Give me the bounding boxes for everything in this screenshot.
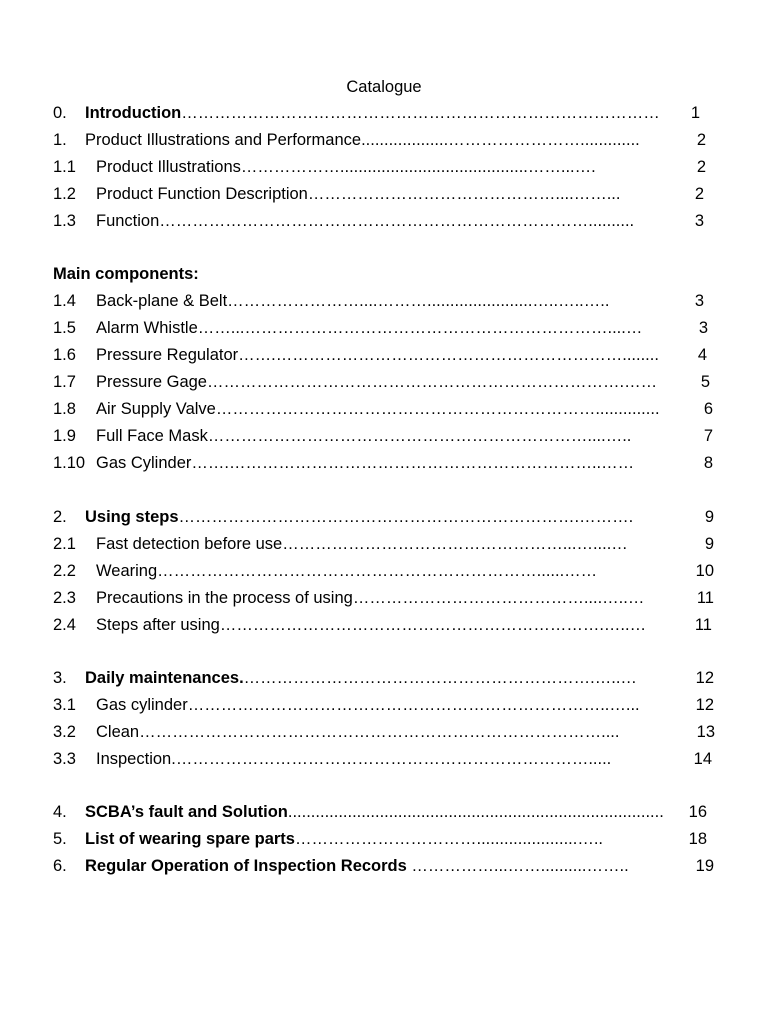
toc-row-inspection[interactable] (53, 748, 712, 770)
toc-leader: ……...…………………………………………………………....… (197, 319, 643, 337)
toc-page-number: 10 (695, 562, 714, 580)
toc-title: Product Function Description (96, 185, 308, 203)
toc-page-number: 14 (693, 750, 712, 768)
toc-leader: ………………………………………………………………………….... (139, 723, 620, 741)
toc-leader: .................................................................................. (287, 803, 664, 821)
toc-number: 0. (53, 104, 67, 122)
toc-row-back-plane-belt[interactable] (53, 290, 704, 312)
toc-page-number: 1 (690, 104, 700, 122)
toc-row-wearing[interactable] (53, 560, 714, 582)
toc-row-precautions[interactable] (53, 587, 714, 609)
toc-title: Steps after using (96, 616, 220, 634)
toc-page-number: 13 (696, 723, 715, 741)
toc-row-product-illustrations-performance[interactable] (53, 129, 706, 151)
toc-row-full-face-mask[interactable] (53, 425, 713, 447)
toc-row-pressure-gage[interactable] (53, 371, 710, 393)
toc-number: 3.2 (53, 723, 76, 741)
toc-row-fast-detection[interactable] (53, 533, 714, 555)
toc-page-number: 3 (694, 212, 704, 230)
toc-leader: ……………………………………………………………......…… (157, 562, 598, 580)
toc-page-number: 12 (695, 696, 714, 714)
toc-title: Product Illustrations (96, 158, 241, 176)
toc-leader: …………………………………………………………………..... (175, 750, 612, 768)
toc-page-number: 11 (694, 616, 712, 634)
toc-page-number: 2 (696, 158, 706, 176)
toc-leader: …………………………………………………………….…..… (219, 616, 647, 634)
toc-row-function[interactable] (53, 210, 704, 232)
toc-leader: …………………………………………………………………..…... (187, 696, 640, 714)
toc-row-daily-maintenances[interactable] (53, 667, 714, 689)
toc-page-number: 18 (688, 830, 707, 848)
toc-leader: ……………………………......................….. (294, 830, 604, 848)
toc-leader: …………………………………………………………………………… (181, 104, 660, 122)
toc-page-number: 7 (703, 427, 713, 445)
toc-number: 2.1 (53, 535, 76, 553)
toc-title: SCBA’s fault and Solution (85, 803, 288, 821)
toc-number: 5. (53, 830, 67, 848)
toc-leader: …….………………………………………………………........ (238, 346, 659, 364)
toc-row-scba-fault-solution[interactable] (53, 801, 707, 823)
toc-leader: …………………………………………………………….............. (215, 400, 660, 418)
toc-page-number: 3 (698, 319, 708, 337)
toc-title: Using steps (85, 508, 179, 526)
toc-title: Alarm Whistle (96, 319, 198, 337)
toc-number: 1.7 (53, 373, 76, 391)
toc-row-spare-parts[interactable] (53, 828, 707, 850)
toc-page-number: 9 (704, 535, 714, 553)
toc-title: Function (96, 212, 160, 230)
toc-page-number: 9 (704, 508, 714, 526)
toc-row-using-steps[interactable] (53, 506, 714, 528)
toc-number: 1.6 (53, 346, 76, 364)
toc-page-number: 16 (688, 803, 707, 821)
toc-leader: ……………………………………………………….…..… (243, 669, 637, 687)
toc-number: 2.3 (53, 589, 76, 607)
toc-title: Gas Cylinder (96, 454, 192, 472)
toc-number: 1.10 (53, 454, 86, 472)
toc-page-number: 2 (696, 131, 706, 149)
toc-row-steps-after-using[interactable] (53, 614, 712, 636)
toc-page-number: 8 (703, 454, 713, 472)
toc-page-number: 3 (694, 292, 704, 310)
toc-number: 1.9 (53, 427, 76, 445)
toc-leader: …….…………………………………………………………..…… (191, 454, 635, 472)
toc-row-gas-cylinder-maintenance[interactable] (53, 694, 714, 716)
toc-leader: ……………………....……….......................…..…..….. (227, 292, 610, 310)
toc-title: Clean (96, 723, 140, 741)
toc-title: Product Illustrations and Performance (85, 131, 362, 149)
toc-page-number: 11 (696, 589, 714, 607)
toc-leader: ……………...……..........…….. (406, 857, 629, 875)
toc-title: Fast detection before use (96, 535, 283, 553)
toc-page-number: 6 (703, 400, 713, 418)
toc-page-number: 5 (700, 373, 710, 391)
toc-number: 1.8 (53, 400, 76, 418)
toc-leader: ………………………………………....……... (307, 185, 621, 203)
toc-number: 3. (53, 669, 67, 687)
toc-row-air-supply-valve[interactable] (53, 398, 713, 420)
toc-number: 2.2 (53, 562, 76, 580)
toc-page-number: 2 (694, 185, 704, 203)
toc-row-product-function-description[interactable] (53, 183, 704, 205)
toc-page-number: 12 (695, 669, 714, 687)
toc-leader: ……………….........................................……...…. (240, 158, 596, 176)
toc-leader: ...................……………………............. (361, 131, 640, 149)
toc-title: Introduction (85, 104, 182, 122)
toc-page-number: 19 (695, 857, 714, 875)
toc-number: 2.4 (53, 616, 76, 634)
toc-title: Inspection. (96, 750, 176, 768)
toc-number: 3.1 (53, 696, 76, 714)
toc-title: Gas cylinder (96, 696, 188, 714)
toc-number: 1.4 (53, 292, 76, 310)
toc-title: Regular Operation of Inspection Records (85, 857, 407, 875)
toc-page-number: 4 (697, 346, 707, 364)
toc-leader: ……………………………………………...…....… (282, 535, 628, 553)
toc-number: 1. (53, 131, 67, 149)
toc-title: Air Supply Valve (96, 400, 216, 418)
toc-row-product-illustrations[interactable] (53, 156, 706, 178)
toc-number: 1.5 (53, 319, 76, 337)
toc-row-pressure-regulator[interactable] (53, 344, 707, 366)
toc-number: 6. (53, 857, 67, 875)
toc-number: 2. (53, 508, 67, 526)
toc-number: 1.2 (53, 185, 76, 203)
toc-title: List of wearing spare parts (85, 830, 295, 848)
toc-leader: ………………………………………………………………….…… (206, 373, 658, 391)
toc-leader: …………………………………………………………………….......... (159, 212, 635, 230)
toc-title: Precautions in the process of using (96, 589, 353, 607)
toc-row-gas-cylinder[interactable] (53, 452, 713, 474)
toc-leader: ……………………………………………………………....….. (207, 427, 632, 445)
toc-number: 1.3 (53, 212, 76, 230)
toc-number: 1.1 (53, 158, 76, 176)
toc-row-inspection-records[interactable] (53, 855, 714, 877)
section-heading-main-components: Main components: (53, 265, 199, 283)
toc-number: 4. (53, 803, 67, 821)
toc-row-clean[interactable] (53, 721, 715, 743)
toc-row-introduction[interactable] (53, 102, 700, 124)
toc-leader: ……………………………………....…..… (352, 589, 645, 607)
toc-title: Pressure Regulator (96, 346, 239, 364)
toc-row-alarm-whistle[interactable] (53, 317, 708, 339)
toc-title: Full Face Mask (96, 427, 208, 445)
toc-title: Back-plane & Belt (96, 292, 228, 310)
toc-title: Wearing (96, 562, 158, 580)
toc-title: Pressure Gage (96, 373, 207, 391)
toc-leader: ……………………………………………………………….………. (178, 508, 634, 526)
toc-title: Daily maintenances. (85, 669, 244, 687)
toc-number: 3.3 (53, 750, 76, 768)
page-title: Catalogue (346, 78, 422, 96)
